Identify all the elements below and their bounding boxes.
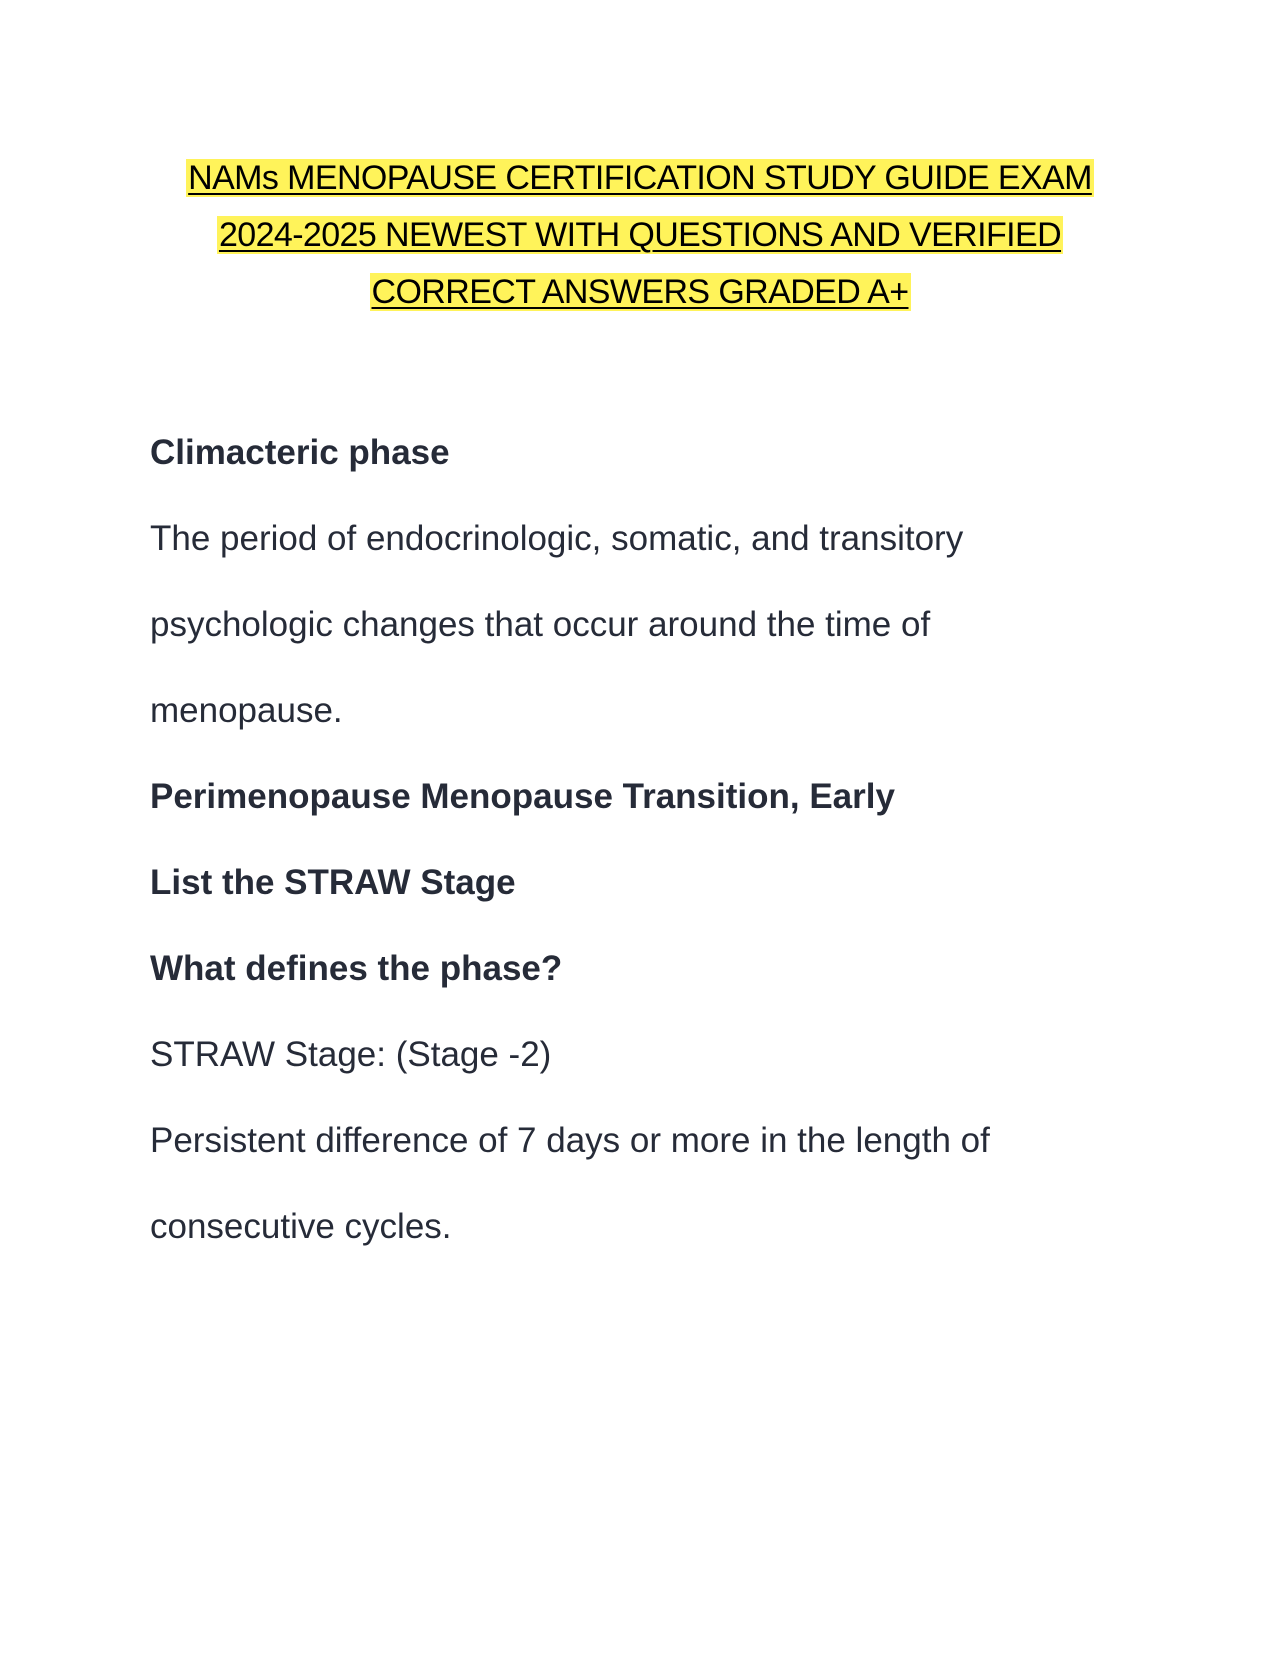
answer-line: Persistent difference of 7 days or more in the length of <box>150 1121 990 1160</box>
question-line: List the STRAW Stage <box>150 863 516 902</box>
title-line-3: CORRECT ANSWERS GRADED A+ <box>371 273 909 311</box>
answer-line: STRAW Stage: (Stage -2) <box>150 1035 552 1074</box>
question-line: What defines the phase? <box>150 949 563 988</box>
answer-line: The period of endocrinologic, somatic, and transitory <box>150 519 964 558</box>
answer-line: menopause. <box>150 691 343 730</box>
answer-line: psychologic changes that occur around the time of <box>150 605 931 644</box>
title-line-2: 2024-2025 NEWEST WITH QUESTIONS AND VERIFIED <box>218 216 1062 254</box>
title-line-1: NAMs MENOPAUSE CERTIFICATION STUDY GUIDE EXAM <box>188 159 1092 197</box>
document-title <box>100 150 1180 321</box>
answer-line: consecutive cycles. <box>150 1207 452 1246</box>
qa-content <box>150 410 1130 1270</box>
question-climacteric-phase: Climacteric phase <box>150 433 450 472</box>
question-line: Perimenopause Menopause Transition, Early <box>150 777 895 816</box>
